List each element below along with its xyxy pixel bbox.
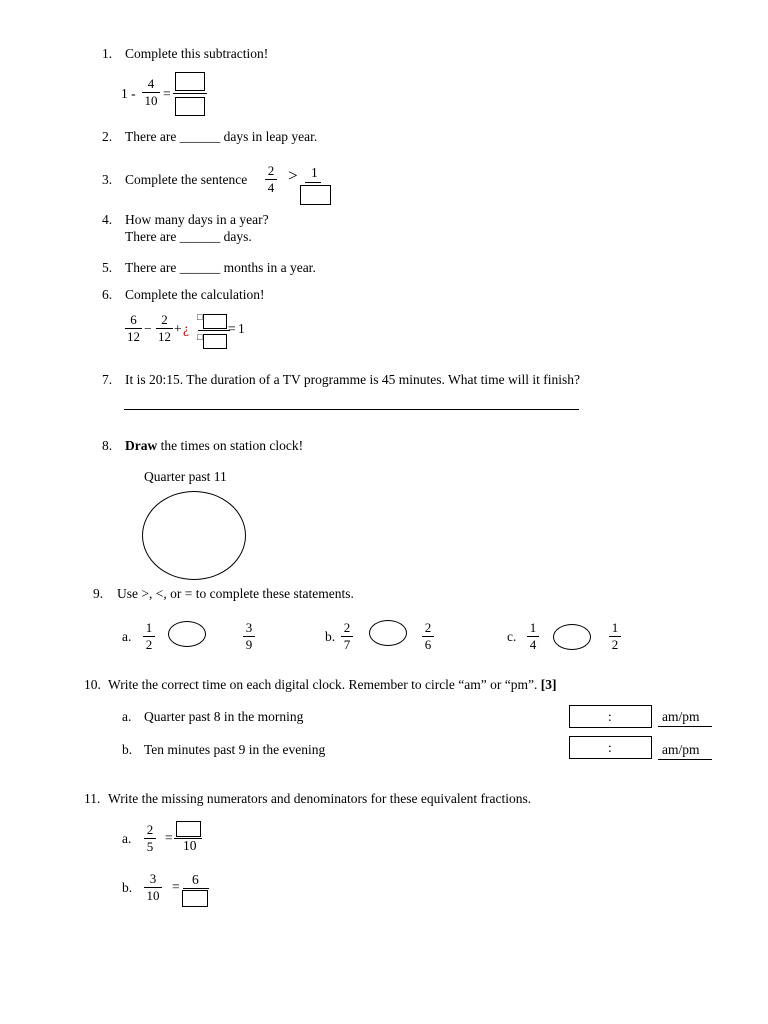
q6-rhs: 1	[238, 321, 245, 336]
q1-lhs: 1 -	[121, 86, 136, 101]
q9a-answer-circle[interactable]	[168, 621, 206, 647]
q6-minus: −	[144, 321, 152, 336]
q3-number: 3.	[102, 172, 113, 187]
q8-number: 8.	[102, 438, 113, 453]
q11a-label: a.	[122, 831, 132, 846]
q10-marks: [3]	[540, 677, 557, 692]
q11b-fraction-den: 10	[146, 888, 160, 903]
q9b-left-num: 2	[343, 620, 351, 635]
q10a-label: a.	[122, 709, 132, 724]
q11-number: 11.	[84, 791, 101, 806]
q2-text: There are ______ days in leap year.	[125, 129, 318, 144]
q11a-equals: =	[165, 830, 173, 845]
q9b-right-num: 2	[424, 620, 432, 635]
q11-text: Write the missing numerators and denominators for these equivalent fractions.	[108, 791, 532, 806]
q6-fraction-1	[125, 313, 142, 344]
q11b-label: b.	[122, 880, 133, 895]
q9c-left-fraction	[527, 621, 539, 652]
q6-tofu-top: □	[197, 312, 203, 322]
q1-fraction	[142, 77, 160, 108]
q10a-text: Quarter past 8 in the morning	[144, 709, 304, 724]
q3-rhs-num: 1	[311, 165, 318, 180]
q9a-right-fraction	[243, 621, 255, 652]
q10-instructions: Write the correct time on each digital clock. Remember to circle “am” or “pm”.	[108, 677, 538, 692]
q1-numerator-box[interactable]	[175, 72, 205, 91]
q9c-right-den: 2	[611, 637, 619, 652]
q6-number: 6.	[102, 287, 113, 302]
q10-text	[108, 677, 557, 693]
q9c-label: c.	[507, 629, 517, 644]
q6-denominator-box[interactable]	[203, 334, 227, 349]
q6-glyph: ¿	[183, 321, 189, 336]
q9a-label: a.	[122, 629, 132, 644]
q6-fraction-2-den: 12	[158, 329, 171, 344]
q9b-right-den: 6	[424, 637, 432, 652]
q6-equals: =	[228, 321, 236, 336]
q9c-answer-circle[interactable]	[553, 624, 591, 650]
q6-fraction-1-den: 12	[127, 329, 140, 344]
q3-fraction	[265, 164, 277, 195]
q8-bold: Draw	[125, 438, 158, 453]
q6-numerator-box[interactable]	[203, 314, 227, 329]
q10a-ampm-underline	[658, 726, 712, 727]
q11a-fraction-num: 2	[146, 822, 154, 837]
q10b-ampm-underline	[658, 759, 712, 760]
q11b-fraction-num: 3	[149, 871, 157, 886]
q10-number: 10.	[84, 677, 101, 692]
q8-rest: the times on station clock!	[157, 438, 304, 453]
q11b-fraction	[144, 872, 162, 903]
q9-number: 9.	[93, 586, 104, 601]
q1-number: 1.	[102, 46, 113, 61]
q9b-left-den: 7	[343, 637, 351, 652]
q11a-numerator-box[interactable]	[176, 821, 201, 837]
q3-fraction-bar	[305, 182, 321, 183]
q1-denominator-box[interactable]	[175, 97, 205, 116]
q8-text	[125, 438, 303, 454]
q7-answer-line[interactable]	[124, 409, 579, 410]
q9b-right-fraction	[422, 621, 434, 652]
q9b-answer-circle[interactable]	[369, 620, 407, 646]
q11a-right-den: 10	[183, 838, 197, 853]
q9c-left-num: 1	[529, 620, 537, 635]
q7-text: It is 20:15. The duration of a TV programme is 45 minutes. What time will it finish?	[125, 372, 580, 387]
q10b-text: Ten minutes past 9 in the evening	[144, 742, 326, 757]
q11b-right-num: 6	[192, 872, 199, 887]
q6-plus: +	[174, 321, 182, 336]
q4-number: 4.	[102, 212, 113, 227]
q10a-colon: :	[608, 709, 612, 724]
q9c-right-num: 1	[611, 620, 619, 635]
q5-number: 5.	[102, 260, 113, 275]
q5-text: There are ______ months in a year.	[125, 260, 316, 275]
q3-fraction-den: 4	[267, 180, 275, 195]
q3-denominator-box[interactable]	[300, 185, 331, 205]
q4-line2: There are ______ days.	[125, 229, 252, 244]
q9c-left-den: 4	[529, 637, 537, 652]
q7-number: 7.	[102, 372, 113, 387]
q11a-fraction	[144, 823, 156, 854]
q6-text: Complete the calculation!	[125, 287, 265, 302]
q6-fraction-1-num: 6	[130, 312, 137, 327]
q1-text: Complete this subtraction!	[125, 46, 269, 61]
q3-text: Complete the sentence	[125, 172, 248, 187]
q1-fraction-den: 10	[144, 93, 158, 108]
q9a-right-num: 3	[245, 620, 253, 635]
q11b-denominator-box[interactable]	[182, 890, 208, 907]
q6-fraction-2-num: 2	[161, 312, 168, 327]
q1-fraction-bar	[173, 93, 207, 94]
q10b-colon: :	[608, 740, 612, 755]
q4-line1: How many days in a year?	[125, 212, 269, 227]
q2-number: 2.	[102, 129, 113, 144]
q9a-left-num: 1	[145, 620, 153, 635]
q8-clock-label: Quarter past 11	[144, 469, 227, 484]
q11b-fraction-bar	[183, 888, 209, 889]
q1-equals: =	[163, 86, 171, 101]
q1-fraction-num: 4	[147, 76, 155, 91]
q6-tofu-bottom: □	[197, 332, 203, 342]
q9b-label: b.	[325, 629, 336, 644]
q3-operator: >	[288, 166, 298, 185]
q10b-ampm[interactable]: am/pm	[662, 742, 700, 757]
q3-fraction-num: 2	[267, 163, 275, 178]
q9a-left-den: 2	[145, 637, 153, 652]
q9b-left-fraction	[341, 621, 353, 652]
q6-fraction-2	[156, 313, 173, 344]
q9a-left-fraction	[143, 621, 155, 652]
q6-fraction-bar	[198, 330, 230, 331]
q11b-equals: =	[172, 879, 180, 894]
q10b-label: b.	[122, 742, 133, 757]
q9c-right-fraction	[609, 621, 621, 652]
q9a-right-den: 9	[245, 637, 253, 652]
q10a-ampm[interactable]: am/pm	[662, 709, 700, 724]
q11a-fraction-den: 5	[146, 839, 154, 854]
q8-clock-face[interactable]	[142, 491, 246, 580]
q9-text: Use >, <, or = to complete these statements.	[117, 586, 354, 601]
